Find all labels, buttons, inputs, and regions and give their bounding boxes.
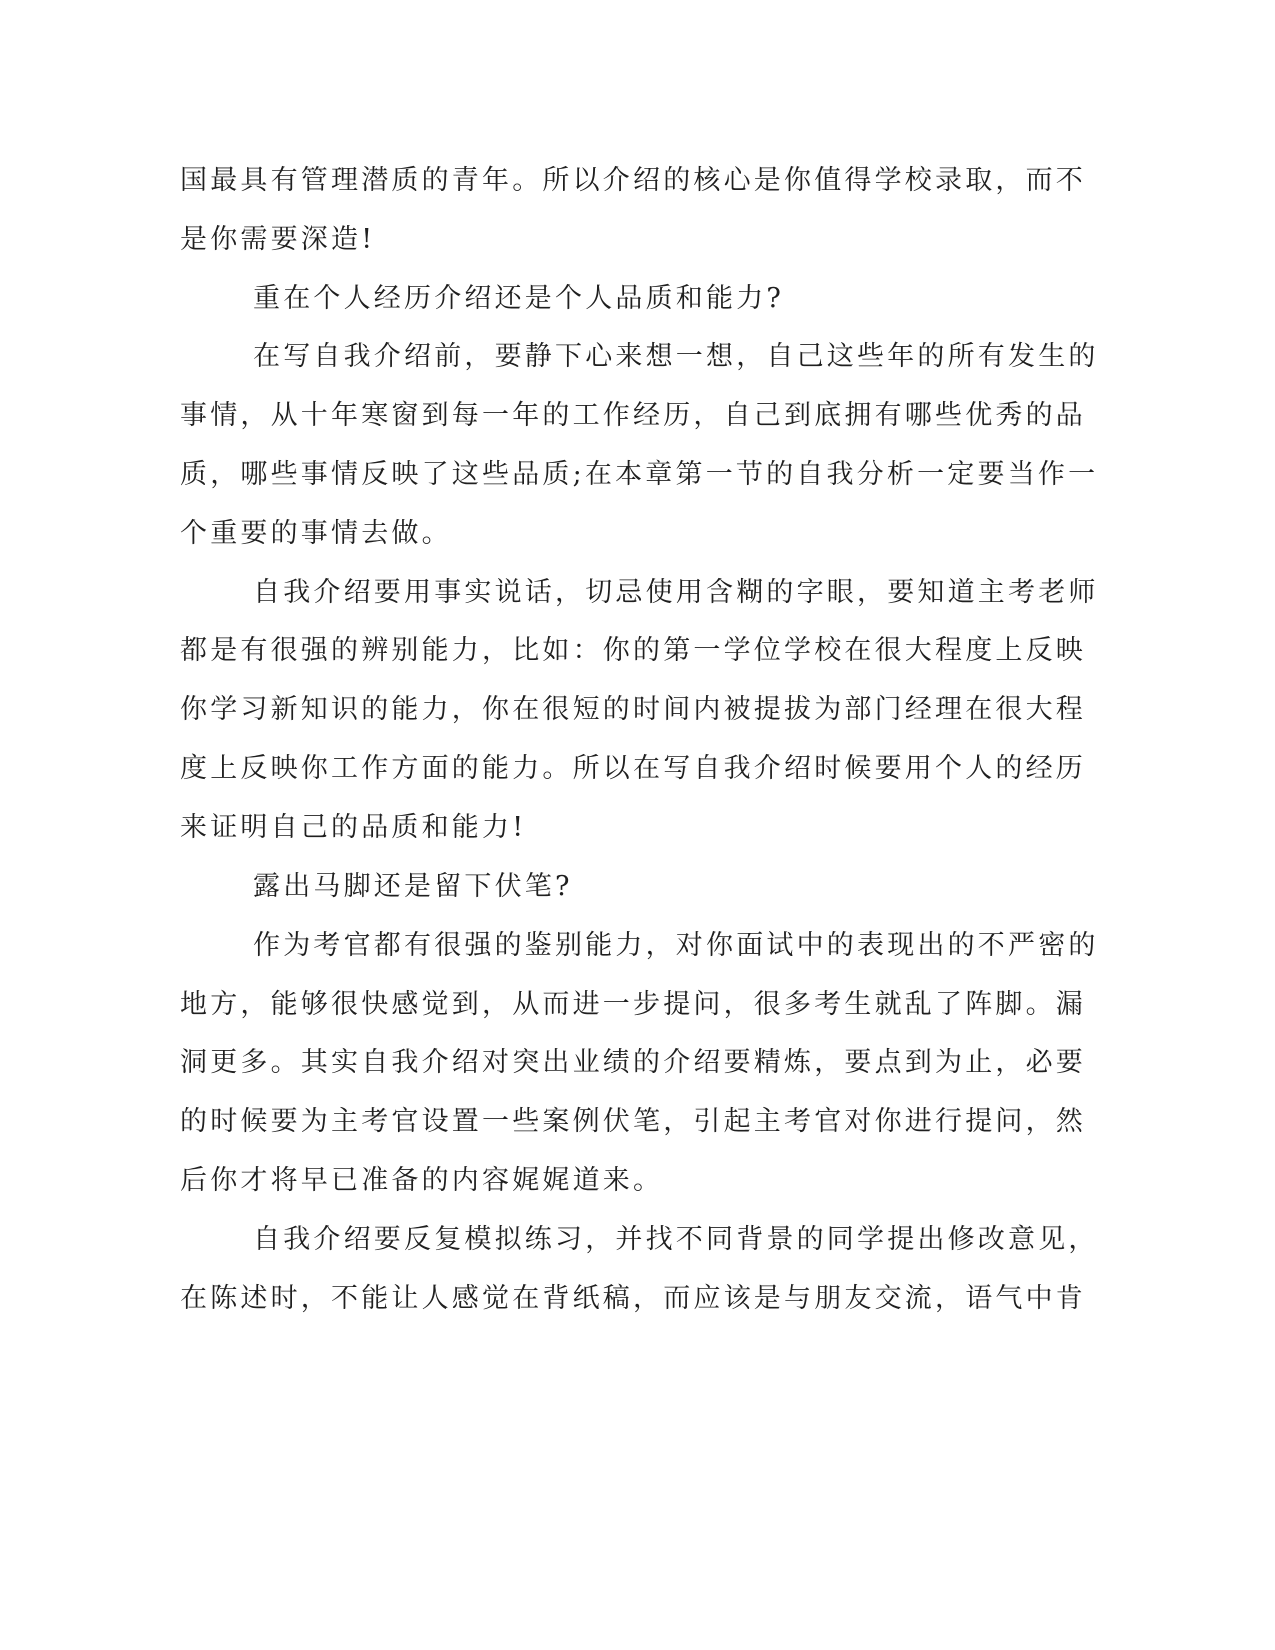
text-line: 洞更多。其实自我介绍对突出业绩的介绍要精炼，要点到为止，必要: [180, 1047, 1086, 1078]
text-line: 后你才将早已准备的内容娓娓道来。: [180, 1165, 664, 1196]
text-line: 个重要的事情去做。: [180, 518, 452, 549]
text-line: 国最具有管理潜质的青年。所以介绍的核心是你值得学校录取，而不: [180, 165, 1086, 196]
text-line: 的时候要为主考官设置一些案例伏笔，引起主考官对你进行提问，然: [180, 1106, 1086, 1137]
section-heading: 露出马脚还是留下伏笔?: [253, 871, 573, 902]
text-line: 作为考官都有很强的鉴别能力，对你面试中的表现出的不严密的: [253, 930, 1099, 961]
text-line: 自我介绍要用事实说话，切忌使用含糊的字眼，要知道主考老师: [253, 577, 1099, 608]
text-line: 地方，能够很快感觉到，从而进一步提问，很多考生就乱了阵脚。漏: [180, 989, 1086, 1020]
text-line: 质，哪些事情反映了这些品质;在本章第一节的自我分析一定要当作一: [180, 459, 1099, 490]
text-line: 度上反映你工作方面的能力。所以在写自我介绍时候要用个人的经历: [180, 753, 1086, 784]
text-line: 是你需要深造!: [180, 224, 376, 255]
text-line: 在陈述时，不能让人感觉在背纸稿，而应该是与朋友交流，语气中肯: [180, 1283, 1086, 1314]
text-line: 事情，从十年寒窗到每一年的工作经历，自己到底拥有哪些优秀的品: [180, 400, 1086, 431]
section-heading: 重在个人经历介绍还是个人品质和能力?: [253, 283, 785, 314]
text-line: 自我介绍要反复模拟练习，并找不同背景的同学提出修改意见，: [253, 1224, 1099, 1255]
text-line: 都是有很强的辨别能力，比如：你的第一学位学校在很大程度上反映: [180, 635, 1086, 666]
text-line: 来证明自己的品质和能力!: [180, 812, 527, 843]
text-line: 在写自我介绍前，要静下心来想一想，自己这些年的所有发生的: [253, 341, 1099, 372]
text-line: 你学习新知识的能力，你在很短的时间内被提拔为部门经理在很大程: [180, 694, 1086, 725]
